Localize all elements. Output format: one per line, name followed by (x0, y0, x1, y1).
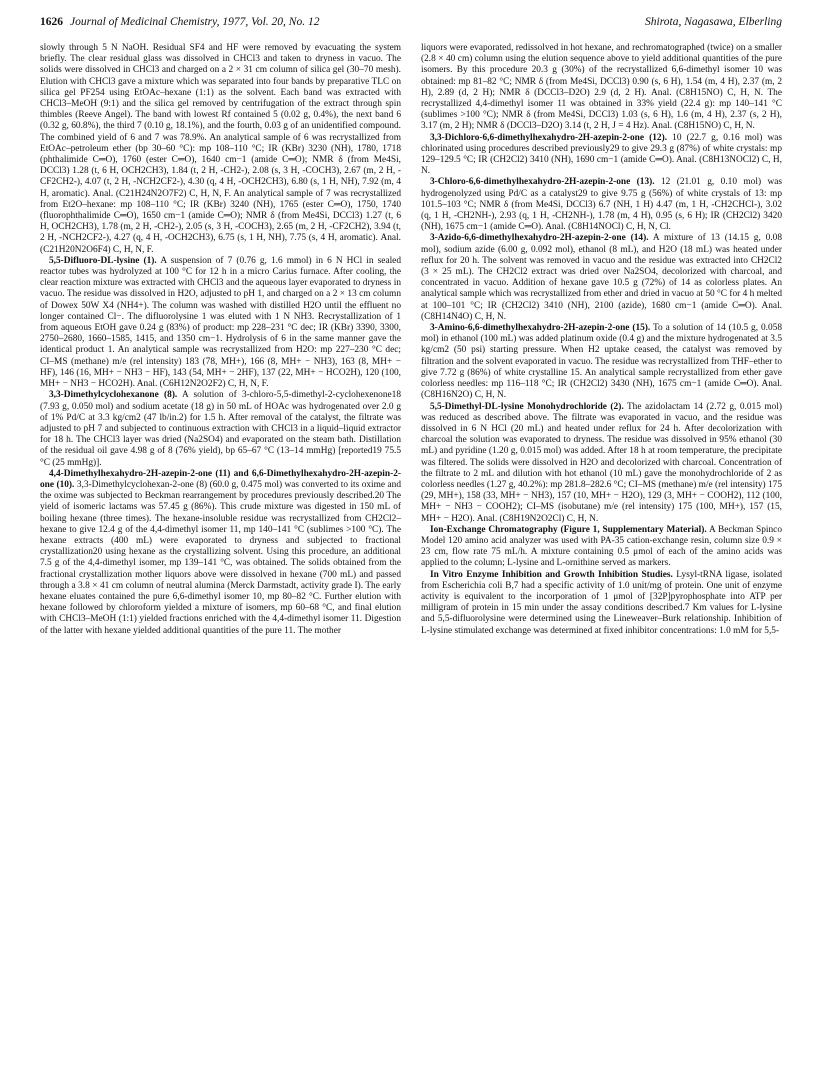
paragraph-body: Lysyl-tRNA ligase, isolated from Escherichia coli B,7 had a specific activity of 1.0 unit/mg of protein. One unit of enzyme activity is equivalent to the incorporation of 1 μmol of [32P]pyrophosphate into ATP per milligram of protein in 15 min under the assay conditions described.7 Km values for L-lysine and 5,5-difluorolysine were determined using the Lineweaver–Burk relationship. Inhibition of L-lysine stimulated exchange was determined at fixed inhibitor concentrations: 1.0 mM for 5,5- (421, 569, 782, 636)
section-heading: 3-Azido-6,6-dimethylhexahydro-2H-azepin-2-one (14). (430, 233, 649, 244)
section-heading: 5,5-Dimethyl-DL-lysine Monohydrochloride (2). (430, 401, 624, 412)
section-heading: Ion-Exchange Chromatography (Figure 1, Supplementary Material). (430, 524, 707, 535)
page-header (40, 16, 782, 32)
paragraph-body: 12 (21.01 g, 0.10 mol) was hydrogenolyzed using Pd/C as a catalyst29 to give 9.75 g (56%) of white crystals of 13: mp 101.5–103 °C; NMR δ (from Me4Si, DCCl3) 6.7 (NH, 1 H) 4.47 (m, 1 H, -CH2CHCl-), 3.02 (q, 1 H, -CH2NH-), 2.93 (q, 1 H, -CH2NH-), 1.78 (m, 4 H), 0.95 (s, 6 H); IR (CH2Cl2) 3420 (NH), 1675 cm−1 (amide C═O). Anal. (C8H14NOCl) C, H, N, Cl. (421, 177, 782, 233)
paragraph-body: A suspension of 7 (0.76 g, 1.6 mmol) in 6 N HCl in sealed reactor tubes was hydrolyzed at 100 °C for 12 h in a micro Carius furnace. After cooling, the clear reaction mixture was extracted with CHCl3 and the aqueous layer evaporated to dryness in vacuo. The residue was dissolved in H2O, adjusted to pH 1, and charged on a 2 × 13 cm column of Dowex 50W X4 (NH4+). The column was washed with distilled H2O until the effluent no longer contained Cl−. The difluorolysine 1 was eluted with 1 N NH3. Recrystallization of 1 from aqueous EtOH gave 0.24 g (83%) of product: mp 228–231 °C dec; IR (KBr) 3390, 3300, 2750–2680, 1660–1585, 1415, and 1350 cm−1. Hydrolysis of 6 in the same manner gave the identical product 1. An analytical sample was recrystallized from H2O: mp 227–230 °C dec; CI–MS (methane) m/e (rel intensity) 183 (78, MH+), 166 (8, MH+ − NH3), 163 (8, MH+ − HF), 146 (16, MH+ − NH3 − HF), 143 (54, MH+ − 2HF), 137 (22, MH+ − HCO2H), 120 (100, MH+ − NH3 − HCO2H). Anal. (C6H12N2O2F2) C, H, N, F. (40, 255, 402, 390)
paragraph-body: A solution of 3-chloro-5,5-dimethyl-2-cyclohexenone18 (7.93 g, 0.050 mol) and sodium acetate (18 g) in 50 mL of HOAc was hydrogenated over 2.0 g of 1% Pd/C at 3.3 kg/cm2 (47 lb/in.2) for 1.5 h. After removal of the catalyst, the filtrate was adjusted to pH 7 and subjected to continuous extraction with CHCl3 in a liquid–liquid extractor for 18 h. The CHCl3 layer was dried (Na2SO4) and evaporated on the steam bath. Distillation of the residual oil gave 4.98 g of 8 (76% yield), bp 65–67 °C (13–14 mmHg) [reported19 75.5 °C (25 mmHg)]. (40, 390, 401, 468)
left-column (40, 43, 401, 637)
paragraph (421, 177, 782, 233)
paragraph (40, 256, 401, 390)
paragraph-body: A mixture of 13 (14.15 g, 0.08 mol), sodium azide (6.00 g, 0.092 mol), ethanol (8 mL), and H2O (18 mL) was heated under reflux for 20 h. The solvent was removed in vacuo and the residue was extracted into CH2Cl2 (3 × 25 mL). The CH2Cl2 extract was dried over Na2SO4, decolorized with charcoal, and concentrated in vacuo. Addition of hexane gave 10.5 g (72%) of 14 as colorless plates. An analytical sample which was recrystallized from ether and dried in vacuo at 50 °C for 4 h melted at 100–101 °C; IR (CH2Cl2) 3410 (NH), 2100 (azide), 1680 cm−1 (amide C═O). Anal. (C8H14N4O) C, H, N. (421, 233, 783, 322)
paragraph-body: To a solution of 14 (10.5 g, 0.058 mol) in ethanol (100 mL) was added platinum oxide (0.4 g) and the mixture hydrogenated at 3.5 kg/cm2 (50 psi) starting pressure. When H2 uptake ceased, the catalyst was removed by filtration and the solvent evaporated in vacuo. The residue was recrystallized from THF–ether to give 7.72 g (86%) of white crystalline 15. An analytical sample recrystallized from ether gave colorless needles: mp 116–118 °C; IR (CH2Cl2) 3430 (NH), 1675 cm−1 (amide C═O). Anal. (C8H16N2O) C, H, N. (421, 323, 782, 401)
paragraph (421, 402, 782, 525)
section-heading: 3,3-Dimethylcyclohexanone (8). (49, 390, 178, 401)
paragraph: liquors were evaporated, redissolved in hot hexane, and rechromatographed (twice) on a smaller (2.8 × 40 cm) column using the elution sequence above to yield additional quantities of the pure isomers. By this procedure 20.3 g (30%) of the recrystallized 6,6-dimethyl isomer 10 was obtained: mp 81–82 °C; NMR δ (from Me4Si, DCCl3) 0.90 (s, 6 H), 1.54 (m, 4 H), 2.37 (m, 2 H), 2.89 (d, 2 H); NMR δ (DCCl3–D2O) 2.9 (d, 2 H). Anal. (C8H15NO) C, H, N. The recrystallized 4,4-dimethyl isomer 11 was obtained in 33% yield (22.4 g): mp 140–141 °C (sublimes >100 °C); NMR δ (from Me4Si, DCCl3) 1.03 (s, 6 H), 1.6 (m, 4 H), 2.37 (s, 2 H), 3.17 (m, 2 H); NMR δ (DCCl3–D2O) 3.14 (t, 2 H, J = 4 Hz). Anal. (C8H15NO) C, H, N. (421, 43, 782, 132)
section-heading: 4,4-Dimethylhexahydro-2H-azepin-2-one (11) and 6,6-Dimethylhexahydro-2H-azepin-2-one (10). (40, 468, 401, 490)
running-authors: Shirota, Nagasawa, Elberling (645, 16, 782, 28)
paragraph-body: 10 (22.7 g, 0.16 mol) was chlorinated using procedures described previously29 to give 29.3 g (87%) of white crystals: mp 129–129.5 °C; IR (CH2Cl2) 3410 (NH), 1690 cm−1 (amide C═O). Anal. (C8H13NOCl2) C, H, N. (421, 132, 782, 177)
section-heading: 3,3-Dichloro-6,6-dimethylhexahydro-2H-azepin-2-one (12). (430, 132, 668, 143)
paragraph (421, 133, 782, 178)
paragraph (421, 323, 782, 401)
journal-citation: Journal of Medicinal Chemistry, 1977, Vol. 20, No. 12 (70, 16, 320, 28)
right-column (421, 43, 782, 637)
section-heading: 3-Amino-6,6-dimethylhexahydro-2H-azepin-2-one (15). (430, 323, 651, 334)
page-number: 1626 (40, 16, 63, 28)
paragraph (421, 570, 782, 637)
paragraph-body: A Beckman Spinco Model 120 amino acid analyzer was used with PA-35 cation-exchange resin, column size 0.9 × 23 cm, flow rate 75 mL/h. A mixture containing 0.5 μmol of each of the amino acids was applied to the column; L-lysine and L-ornithine served as markers. (421, 524, 782, 569)
paragraph (421, 233, 782, 323)
paragraph (40, 469, 401, 637)
paragraph: slowly through 5 N NaOH. Residual SF4 and HF were removed by evacuating the system briefly. The clear residual glass was dissolved in CHCl3 and taken to dryness in vacuo. The solids were dissolved in CHCl3 and charged on a 2 × 31 cm column of silica gel (30–70 mesh). Elution with CHCl3 gave a mixture which was separated into four bands by preparative TLC on silica gel PF254 using EtOAc–hexane (1:1) as the solvent. Each band was extracted with CHCl3–MeOH (9:1) and the silica gel removed by centrifugation of the extract through spin thimbles (Reeve Angel). The band with lowest Rf contained 5 (0.02 g, 0.4%), the next band 6 (0.32 g, 60.8%), the third 7 (0.10 g, 18.1%), and the fourth, 0.03 g of an unidentified compound. The combined yield of 6 and 7 was 78.9%. An analytical sample of 6 was recrystallized from EtOAc–petroleum ether (bp 30–60 °C): mp 108–110 °C; IR (KBr) 3230 (NH), 1780, 1718 (phthalimide C═O), 1760 (ester C═O), 1640 cm−1 (amide C═O); NMR δ (from Me4Si, DCCl3) 1.28 (t, 6 H, OCH2CH3), 1.84 (t, 2 H, -CH2-), 2.08 (s, 3 H, -COCH3), 2.67 (m, 2 H, -CF2CH2-), 4.07 (t, 2 H, -NCH2CF2-), 4.30 (q, 4 H, -OCH2CH3), 6.80 (s, 1 H, NH), 7.92 (m, 4 H, aromatic). Anal. (C21H24N2O7F2) C, H, N, F. An analytical sample of 7 was recrystallized from Et2O–hexane: mp 108–110 °C; IR (KBr) 3240 (NH), 1765 (ester C═O), 1750, 1740 (fluorophthalimide C═O), 1650 cm−1 (amide C═O); NMR δ (from Me4Si, DCCl3) 1.27 (t, 6 H, OCH2CH3), 1.78 (m, 2 H, -CH2-), 2.05 (s, 3 H, -COCH3), 2.65 (m, 2 H, -CF2CH2), 3.94 (t, 2 H, -NCH2CF2-), 4.27 (q, 4 H, -OCH2CH3), 6.75 (s, 1 H, NH), 7.75 (s, 4 H, aromatic). Anal. (C21H20N2O6F4) C, H, N, F. (40, 43, 401, 255)
paragraph-body: The azidolactam 14 (2.72 g, 0.015 mol) was reduced as described above. The filtrate was evaporated in vacuo, and the residue was dissolved in 6 N HCl (20 mL) and heated under reflux for 24 h. After decolorization with charcoal the solution was evaporated to dryness. The residue was dissolved in 95% ethanol (30 mL) and pyridine (1.20 g, 0.015 mol) was added. After 18 h at room temperature, the precipitate was filtered. The solids were dissolved in H2O and decolorized with charcoal. Concentration of the filtrate to 2 mL and dilution with hot ethanol (10 mL) gave the monohydrochloride of 2 as colorless needles (1.27 g, 40.2%): mp 281.8–282.6 °C; CI–MS (methane) m/e (rel intensity) 175 (29, MH+), 158 (33, MH+ − NH3), 157 (10, MH+ − H2O), 129 (3, MH+ − COOH2), 112 (100, MH+ − NH3 − COOH2); CI–MS (isobutane) m/e (rel intensity) 175 (100, MH+), 157 (15, MH+ − H2O). Anal. (C8H19N2O2Cl) C, H, N. (421, 401, 782, 524)
paragraph-body: 3,3-Dimethylcyclohexan-2-one (8) (60.0 g, 0.475 mol) was converted to its oxime and the oxime was subjected to Beckman rearrangement by procedures previously described.20 The yield of isomeric lactams was 57.45 g (86%). This crude mixture was digested in 150 mL of boiling hexane (three times). The hexane-insoluble residue was recrystallized from CH2Cl2–hexane to give 12.4 g of the 4,4-dimethyl isomer 11, mp 140–141 °C (sublimes >100 °C). The hexane extracts (400 mL) were evaporated to dryness and subjected to fractional crystallization20 using hexane as the crystallizing solvent. Using this procedure, an additional 7.5 g of the 4,4-dimethyl isomer, mp 139–141 °C, was obtained. The solids obtained from the fractional crystallization mother liquors above were dissolved in hexane (700 mL) and passed through a 3.8 × 41 cm column of neutral alumina (Merck Darmstadt, activity grade I). The early hexane eluates contained the pure 6,6-dimethyl isomer 10, mp 80–82 °C. Further elution with hexane followed by chloroform yielded a mixture of isomers, mp 60–68 °C, and final elution with CHCl3–MeOH (1:1) yielded fractions enriched with the 4,4-dimethyl isomer 11. Digestion of the latter with hexane yielded additional quantities of the pure 11. The mother (40, 479, 401, 636)
section-heading: 3-Chloro-6,6-dimethylhexahydro-2H-azepin-2-one (13). (430, 177, 655, 188)
paragraph (421, 525, 782, 570)
section-heading: 5,5-Difluoro-DL-lysine (1). (49, 255, 157, 266)
section-heading: In Vitro Enzyme Inhibition and Growth Inhibition Studies. (430, 569, 673, 580)
paragraph (40, 390, 401, 468)
